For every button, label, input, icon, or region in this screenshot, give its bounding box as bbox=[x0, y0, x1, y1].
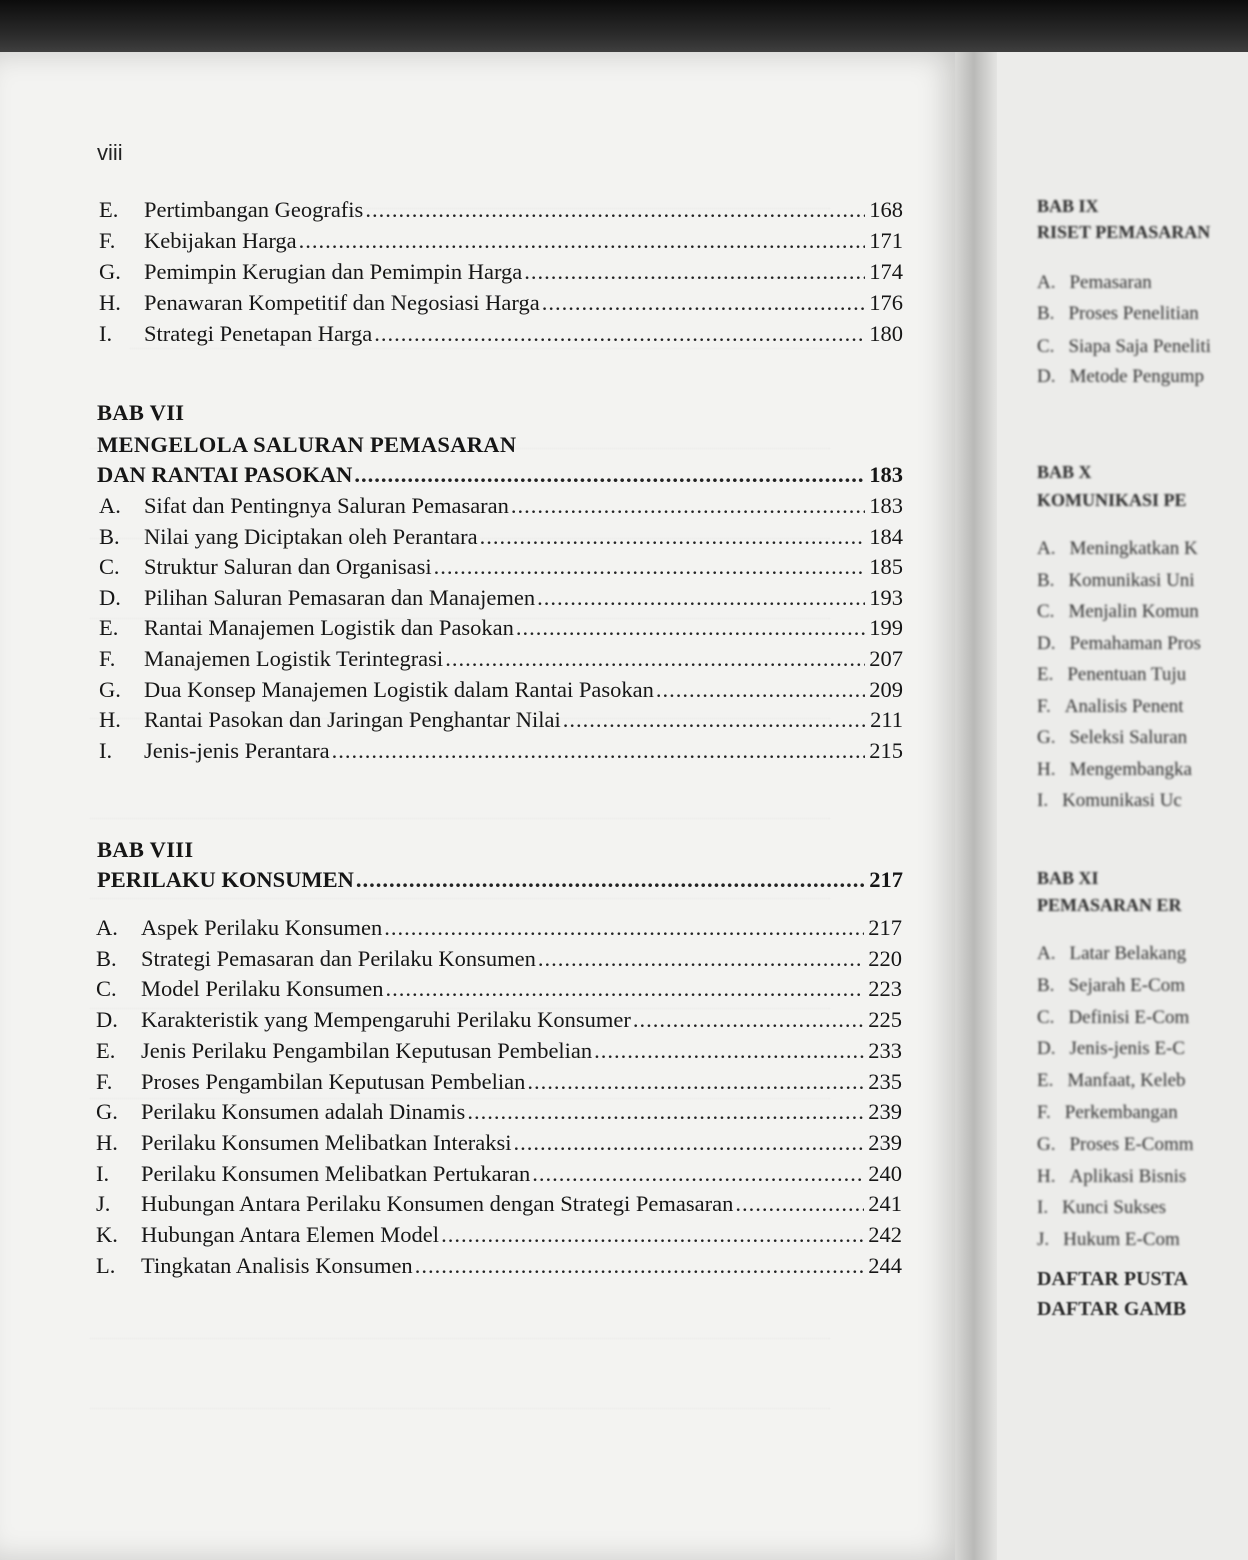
right-toc-entry-letter: D. bbox=[1037, 366, 1056, 387]
chapter-title: MENGELOLA SALURAN PEMASARAN bbox=[97, 432, 517, 457]
right-toc-entry-title: Jenis-jenis E-C bbox=[1069, 1038, 1186, 1060]
toc-entry-page: 209 bbox=[869, 676, 903, 702]
dot-leader bbox=[467, 1099, 864, 1125]
right-toc-entry-title: Perkembangan bbox=[1064, 1102, 1178, 1123]
chapter-page: 217 bbox=[869, 867, 903, 892]
toc-entry-page: 215 bbox=[869, 737, 903, 763]
right-toc-entry bbox=[1037, 727, 1187, 749]
right-chapter-title: PEMASARAN ER bbox=[1037, 895, 1182, 915]
right-toc-entry-title: Latar Belakang bbox=[1069, 943, 1187, 964]
toc-entry-page: 235 bbox=[868, 1068, 902, 1094]
toc-entry bbox=[99, 554, 903, 585]
right-toc-entry-title: Kunci Sukses bbox=[1062, 1197, 1167, 1219]
right-toc-entry-letter: H. bbox=[1037, 1165, 1056, 1187]
right-toc-entry-letter: E. bbox=[1037, 664, 1054, 685]
right-toc-entry-title: Hukum E-Com bbox=[1063, 1229, 1180, 1251]
toc-entry-title: Perilaku Konsumen adalah Dinamis bbox=[141, 1099, 466, 1125]
right-toc-entry-letter: E. bbox=[1037, 1070, 1054, 1092]
toc-entry-title: Jenis-jenis Perantara bbox=[144, 737, 330, 763]
toc-entry-title: Proses Pengambilan Keputusan Pembelian bbox=[141, 1068, 526, 1094]
toc-entry-page: 171 bbox=[869, 228, 903, 253]
toc-entry-title: Pertimbangan Geografis bbox=[144, 197, 364, 222]
toc-entry-letter: G. bbox=[96, 1099, 118, 1125]
right-toc-entry-letter: I. bbox=[1037, 790, 1049, 811]
dot-leader bbox=[356, 867, 865, 893]
right-toc-entry-letter: B. bbox=[1037, 303, 1055, 324]
right-toc-entry-letter: G. bbox=[1037, 727, 1056, 748]
toc-entry-letter: G. bbox=[99, 676, 121, 702]
toc-entry-letter: C. bbox=[96, 976, 117, 1002]
right-chapter-number: BAB XI bbox=[1037, 868, 1099, 888]
right-toc-entry-title: Pemasaran bbox=[1069, 272, 1152, 293]
right-toc-entry-letter: H. bbox=[1037, 758, 1056, 780]
dot-leader bbox=[374, 321, 865, 347]
toc-entry-title: Kebijakan Harga bbox=[144, 228, 297, 253]
right-chapter-number: BAB IX bbox=[1037, 196, 1099, 216]
toc-entry-title: Sifat dan Pentingnya Saluran Pemasaran bbox=[144, 493, 509, 518]
dot-leader bbox=[299, 228, 866, 254]
toc-entry-letter: D. bbox=[99, 584, 121, 610]
toc-entry-letter: L. bbox=[96, 1252, 116, 1278]
toc-entry-title: Tingkatan Analisis Konsumen bbox=[141, 1252, 413, 1278]
right-toc-entry-title: Mengembangka bbox=[1069, 758, 1192, 780]
dot-leader bbox=[514, 1130, 865, 1156]
toc-entry-title: Perilaku Konsumen Melibatkan Pertukaran bbox=[141, 1160, 531, 1186]
right-chapter-number: BAB X bbox=[1037, 462, 1092, 482]
right-toc-entry-title: Menjalin Komun bbox=[1068, 601, 1199, 622]
dot-leader bbox=[594, 1038, 864, 1064]
right-toc-entry bbox=[1037, 601, 1199, 623]
right-toc-entry-letter: A. bbox=[1037, 272, 1056, 293]
toc-entry-title: Nilai yang Diciptakan oleh Perantara bbox=[144, 523, 478, 549]
toc-entry-page: 193 bbox=[869, 584, 903, 610]
right-toc-entry bbox=[1037, 664, 1186, 686]
toc-entry-page: 168 bbox=[869, 197, 903, 222]
right-chapter-title: KOMUNIKASI PE bbox=[1037, 490, 1187, 510]
right-toc-entry-letter: F. bbox=[1037, 1102, 1051, 1123]
toc-entry-title: Pemimpin Kerugian dan Pemimpin Harga bbox=[144, 259, 523, 284]
right-toc-entry bbox=[1037, 1070, 1186, 1092]
right-toc-entry-title: Pemahaman Pros bbox=[1069, 632, 1201, 654]
right-toc-entry bbox=[1037, 1197, 1166, 1219]
right-toc-entry-letter: A. bbox=[1037, 538, 1056, 559]
toc-entry bbox=[96, 1191, 902, 1222]
bleed-through-text bbox=[90, 1320, 830, 1339]
toc-entry-title: Model Perilaku Konsumen bbox=[141, 976, 384, 1002]
toc-entry bbox=[96, 1253, 902, 1284]
toc-entry bbox=[96, 1130, 902, 1161]
right-toc-entry-title: Komunikasi Uni bbox=[1068, 569, 1195, 591]
toc-entry bbox=[99, 197, 903, 228]
dot-leader bbox=[563, 707, 866, 733]
right-closing-entry: DAFTAR GAMB bbox=[1037, 1298, 1187, 1320]
toc-entry bbox=[99, 615, 903, 646]
dot-leader bbox=[445, 646, 865, 672]
right-toc-entry-letter: B. bbox=[1037, 974, 1055, 996]
toc-entry bbox=[96, 1099, 902, 1130]
toc-entry bbox=[99, 677, 903, 708]
right-toc-entry bbox=[1037, 1134, 1194, 1156]
toc-entry-letter: I. bbox=[99, 737, 113, 763]
toc-entry bbox=[99, 585, 903, 616]
toc-entry-page: 225 bbox=[868, 1007, 902, 1033]
right-toc-entry bbox=[1037, 975, 1185, 997]
toc-entry-letter: K. bbox=[96, 1222, 118, 1247]
toc-entry-letter: J. bbox=[96, 1191, 111, 1217]
toc-entry-letter: E. bbox=[99, 197, 119, 222]
chapter-title-row bbox=[97, 462, 903, 488]
toc-entry bbox=[99, 321, 903, 352]
toc-entry-title: Rantai Pasokan dan Jaringan Penghantar Nilai bbox=[144, 707, 561, 733]
right-toc-entry-letter: F. bbox=[1037, 695, 1051, 717]
toc-entry-letter: H. bbox=[99, 707, 121, 733]
toc-entry bbox=[99, 290, 903, 321]
chapter-number: BAB VIII bbox=[97, 837, 194, 862]
toc-entry bbox=[96, 1069, 902, 1100]
dot-leader bbox=[542, 290, 866, 316]
toc-entry-page: 239 bbox=[868, 1099, 902, 1125]
dot-leader bbox=[516, 615, 865, 641]
toc-entry-letter: H. bbox=[99, 290, 121, 315]
right-toc-entry-letter: I. bbox=[1037, 1197, 1049, 1219]
toc-entry-title: Hubungan Antara Elemen Model bbox=[141, 1222, 440, 1247]
toc-entry-letter: E. bbox=[99, 615, 119, 641]
dot-leader bbox=[537, 585, 865, 611]
right-toc-entry bbox=[1037, 696, 1184, 718]
right-toc-entry bbox=[1037, 1102, 1178, 1124]
right-toc-entry-letter: C. bbox=[1037, 1006, 1055, 1028]
toc-entry-letter: F. bbox=[99, 228, 116, 253]
toc-entry-letter: A. bbox=[99, 493, 121, 518]
right-toc-entry-title: Komunikasi Uc bbox=[1062, 790, 1182, 811]
toc-entry-title: Struktur Saluran dan Organisasi bbox=[144, 554, 432, 580]
toc-entry-title: Manajemen Logistik Terintegrasi bbox=[144, 646, 444, 671]
right-toc-entry bbox=[1037, 538, 1198, 560]
right-toc-entry-title: Manfaat, Keleb bbox=[1067, 1070, 1186, 1092]
toc-entry bbox=[96, 1161, 902, 1192]
right-toc-entry-letter: G. bbox=[1037, 1133, 1056, 1155]
right-toc-entry bbox=[1037, 1038, 1185, 1060]
toc-entry-title: Dua Konsep Manajemen Logistik dalam Rantai Pasokan bbox=[144, 676, 654, 702]
toc-entry-letter: C. bbox=[99, 554, 120, 580]
right-closing-entry: DAFTAR PUSTA bbox=[1037, 1268, 1188, 1290]
toc-entry bbox=[99, 259, 903, 290]
dot-leader bbox=[524, 259, 865, 285]
toc-entry-letter: H. bbox=[96, 1129, 118, 1155]
toc-entry-page: 211 bbox=[870, 707, 903, 733]
toc-entry-page: 207 bbox=[869, 646, 903, 671]
toc-entry-page: 244 bbox=[868, 1252, 902, 1278]
right-toc-entry-title: Metode Pengump bbox=[1069, 366, 1205, 387]
right-toc-entry-title: Proses Penelitian bbox=[1068, 303, 1199, 324]
dot-leader bbox=[480, 524, 866, 550]
dot-leader bbox=[735, 1191, 864, 1217]
toc-entry-letter: G. bbox=[99, 259, 121, 284]
toc-page-right bbox=[997, 52, 1248, 1560]
chapter-title: DAN RANTAI PASOKAN bbox=[97, 462, 353, 487]
toc-page-left bbox=[0, 52, 965, 1560]
toc-entry-letter: F. bbox=[96, 1068, 113, 1094]
toc-entry-letter: B. bbox=[99, 523, 120, 549]
toc-entry bbox=[99, 646, 903, 677]
toc-entry-title: Strategi Penetapan Harga bbox=[144, 321, 373, 346]
right-toc-entry bbox=[1037, 633, 1201, 655]
toc-entry-title: Aspek Perilaku Konsumen bbox=[141, 915, 383, 940]
toc-entry-page: 180 bbox=[869, 321, 903, 346]
toc-entry-page: 185 bbox=[869, 554, 903, 580]
toc-entry bbox=[96, 915, 902, 946]
dot-leader bbox=[441, 1222, 864, 1248]
right-toc-entry bbox=[1037, 1007, 1189, 1029]
toc-entry-page: 176 bbox=[869, 290, 903, 315]
toc-entry-page: 184 bbox=[869, 523, 903, 549]
dot-leader bbox=[633, 1007, 864, 1033]
toc-entry-page: 223 bbox=[868, 976, 902, 1002]
dot-leader bbox=[415, 1253, 865, 1279]
right-toc-entry bbox=[1037, 570, 1195, 592]
right-toc-entry-title: Aplikasi Bisnis bbox=[1069, 1165, 1187, 1187]
dot-leader bbox=[532, 1161, 864, 1187]
toc-entry-title: Rantai Manajemen Logistik dan Pasokan bbox=[144, 615, 514, 641]
toc-entry bbox=[96, 1007, 902, 1038]
dot-leader bbox=[527, 1069, 864, 1095]
right-toc-entry-letter: D. bbox=[1037, 1038, 1056, 1060]
toc-entry bbox=[96, 1222, 902, 1253]
toc-entry-title: Jenis Perilaku Pengambilan Keputusan Pembelian bbox=[141, 1037, 593, 1063]
toc-entry bbox=[99, 738, 903, 769]
toc-entry-page: 233 bbox=[868, 1037, 902, 1063]
toc-entry-letter: E. bbox=[96, 1037, 116, 1063]
toc-entry bbox=[96, 976, 902, 1007]
right-toc-entry-title: Definisi E-Com bbox=[1068, 1006, 1190, 1028]
toc-entry-title: Strategi Pemasaran dan Perilaku Konsumen bbox=[141, 945, 536, 971]
book-gutter bbox=[955, 52, 997, 1560]
right-toc-entry-letter: D. bbox=[1037, 632, 1056, 654]
toc-entry-title: Perilaku Konsumen Melibatkan Interaksi bbox=[141, 1129, 512, 1155]
right-toc-entry-title: Siapa Saja Peneliti bbox=[1068, 336, 1211, 357]
toc-entry bbox=[99, 707, 903, 738]
right-toc-entry-title: Sejarah E-Com bbox=[1068, 974, 1186, 996]
toc-entry-page: 220 bbox=[868, 945, 902, 971]
right-toc-entry-letter: C. bbox=[1037, 601, 1055, 622]
chapter-title: PERILAKU KONSUMEN bbox=[97, 867, 354, 892]
toc-entry-letter: I. bbox=[96, 1160, 110, 1186]
toc-entry bbox=[99, 493, 903, 524]
toc-entry-page: 217 bbox=[868, 915, 902, 940]
dot-leader bbox=[332, 738, 866, 764]
dot-leader bbox=[511, 493, 865, 519]
right-toc-entry bbox=[1037, 272, 1152, 294]
right-toc-entry-title: Seleksi Saluran bbox=[1069, 727, 1188, 748]
dot-leader bbox=[385, 976, 864, 1002]
bleed-through-text bbox=[90, 1390, 830, 1409]
right-toc-entry bbox=[1037, 943, 1186, 965]
dot-leader bbox=[538, 946, 864, 972]
right-toc-entry bbox=[1037, 1166, 1186, 1188]
toc-entry bbox=[96, 946, 902, 977]
toc-entry-letter: B. bbox=[96, 945, 117, 971]
toc-entry-page: 239 bbox=[868, 1129, 902, 1155]
page-number: viii bbox=[97, 140, 123, 165]
dot-leader bbox=[656, 677, 865, 703]
chapter-page: 183 bbox=[869, 462, 903, 487]
toc-entry-title: Penawaran Kompetitif dan Negosiasi Harga bbox=[144, 290, 540, 315]
chapter-number: BAB VII bbox=[97, 400, 185, 425]
toc-entry-page: 174 bbox=[869, 259, 903, 284]
right-toc-entry bbox=[1037, 790, 1182, 812]
chapter-title-row bbox=[97, 867, 903, 893]
toc-entry-page: 242 bbox=[868, 1222, 902, 1247]
right-toc-entry-title: Penentuan Tuju bbox=[1067, 664, 1187, 685]
right-toc-entry-title: Proses E-Comm bbox=[1069, 1133, 1194, 1155]
right-toc-entry bbox=[1037, 759, 1192, 781]
toc-entry-page: 240 bbox=[868, 1160, 902, 1186]
right-toc-entry bbox=[1037, 1229, 1180, 1251]
toc-entry-page: 241 bbox=[868, 1191, 902, 1217]
toc-entry-title: Pilihan Saluran Pemasaran dan Manajemen bbox=[144, 584, 536, 610]
toc-entry-letter: D. bbox=[96, 1007, 118, 1033]
toc-entry bbox=[96, 1038, 902, 1069]
right-toc-entry-title: Analisis Penent bbox=[1064, 695, 1184, 717]
toc-entry-title: Hubungan Antara Perilaku Konsumen dengan Strategi Pemasaran bbox=[141, 1191, 734, 1217]
toc-entry-letter: F. bbox=[99, 646, 116, 671]
right-toc-entry-letter: B. bbox=[1037, 569, 1055, 591]
right-chapter-title: RISET PEMASARAN bbox=[1037, 222, 1211, 242]
toc-entry-letter: I. bbox=[99, 321, 113, 346]
toc-entry-title: Karakteristik yang Mempengaruhi Perilaku Konsumer bbox=[141, 1007, 631, 1033]
dot-leader bbox=[354, 462, 865, 488]
right-toc-entry-letter: C. bbox=[1037, 336, 1055, 357]
toc-entry-page: 183 bbox=[869, 493, 903, 518]
right-toc-entry bbox=[1037, 366, 1204, 388]
toc-entry bbox=[99, 228, 903, 259]
toc-entry bbox=[99, 524, 903, 555]
right-toc-entry bbox=[1037, 303, 1199, 325]
bleed-through-text bbox=[90, 800, 830, 819]
dot-leader bbox=[384, 915, 864, 941]
right-toc-entry-title: Meningkatkan K bbox=[1069, 538, 1198, 559]
dot-leader bbox=[434, 554, 866, 580]
right-toc-entry bbox=[1037, 336, 1211, 358]
right-toc-entry-letter: J. bbox=[1037, 1229, 1050, 1251]
right-toc-entry-letter: A. bbox=[1037, 943, 1056, 964]
toc-entry-letter: A. bbox=[96, 915, 118, 940]
dot-leader bbox=[365, 197, 865, 223]
toc-entry-page: 199 bbox=[869, 615, 903, 641]
